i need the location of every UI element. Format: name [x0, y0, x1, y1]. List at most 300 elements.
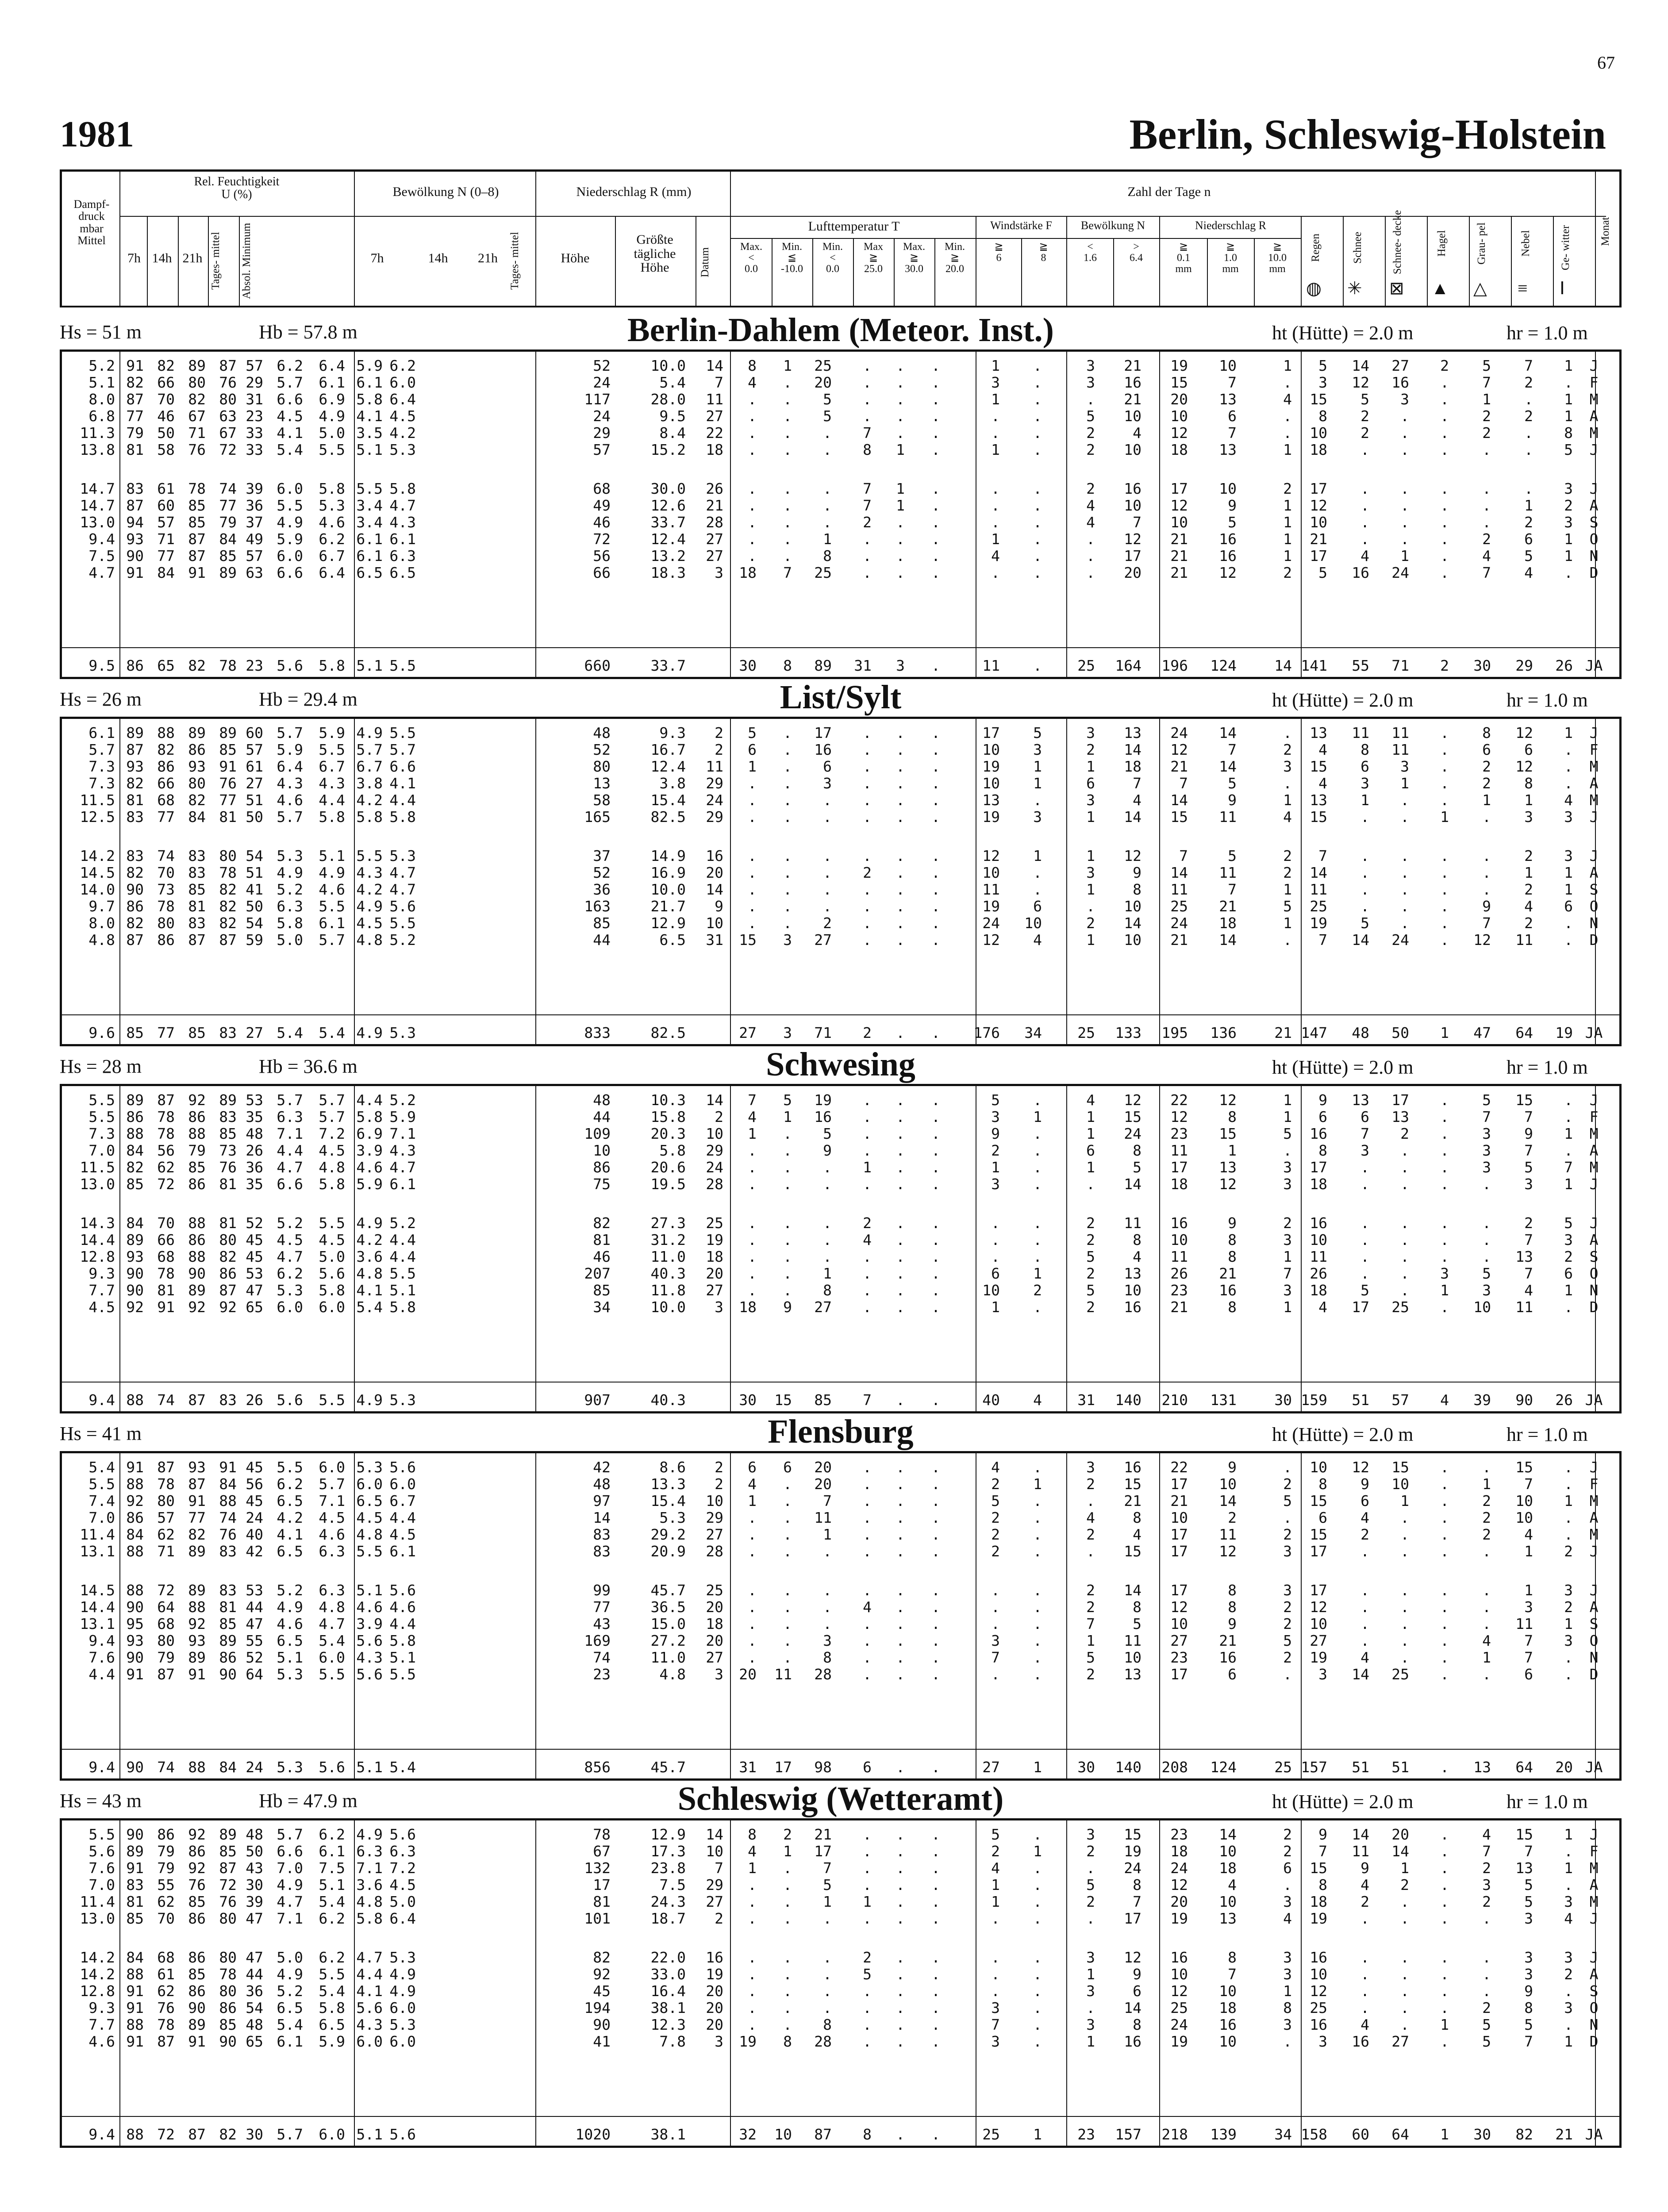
table-cell: 19	[1170, 2033, 1188, 2050]
table-cell: 4.6	[319, 514, 345, 531]
table-cell: 27	[1170, 1632, 1188, 1649]
table-row	[62, 1125, 1619, 1142]
table-cell: 12	[1170, 1108, 1188, 1125]
table-cell: 3	[715, 1298, 723, 1316]
table-cell: 7	[1482, 374, 1491, 391]
table-cell: 2	[1086, 441, 1095, 458]
table-cell: 17	[1124, 547, 1141, 565]
table-cell: 9	[1228, 1459, 1237, 1476]
table-cell: .	[1400, 424, 1409, 442]
table-cell: 36	[246, 1982, 263, 2000]
table-cell: 6.0	[277, 480, 303, 497]
table-cell: 25	[1077, 1024, 1095, 1041]
table-cell: 5	[1283, 1492, 1292, 1509]
table-cell: 88	[188, 1125, 206, 1142]
table-cell: 7	[715, 1859, 723, 1877]
table-cell: .	[863, 1282, 872, 1299]
table-cell: 109	[584, 1125, 611, 1142]
table-cell: .	[1361, 881, 1369, 898]
table-cell: 15.0	[650, 1615, 686, 1632]
table-cell: 7	[1318, 931, 1327, 949]
table-cell: 15	[1124, 1826, 1141, 1843]
table-cell: 7	[863, 424, 872, 442]
station-hs: Hs = 43 m	[60, 1790, 142, 1812]
table-cell: 13	[1124, 724, 1141, 741]
table-cell: 10	[706, 914, 723, 932]
table-cell: O	[1589, 898, 1599, 915]
table-cell: .	[1033, 1459, 1042, 1476]
table-cell: 16	[1219, 530, 1237, 548]
table-cell: .	[783, 1859, 792, 1877]
table-cell: 72	[593, 530, 611, 548]
table-cell: 157	[1301, 1759, 1327, 1776]
table-cell: 5.5	[356, 480, 383, 497]
table-cell: 80	[219, 391, 237, 408]
table-cell: 89	[219, 564, 237, 581]
table-cell: .	[931, 1459, 940, 1476]
table-cell: 1	[1033, 1843, 1042, 1860]
table-cell: 8	[863, 2126, 872, 2143]
table-cell: .	[1400, 808, 1409, 826]
table-cell: 9	[1318, 1091, 1327, 1109]
table-cell: 10.0	[650, 1298, 686, 1316]
table-cell: 87	[157, 1666, 175, 1683]
table-cell: 87	[126, 497, 144, 514]
table-row	[62, 1649, 1619, 1666]
table-cell: .	[1033, 657, 1042, 674]
table-cell: .	[1440, 1966, 1449, 1983]
table-cell: 9.3	[88, 1265, 115, 1282]
table-cell: 1	[823, 1526, 832, 1543]
table-cell: .	[1564, 1108, 1573, 1125]
table-cell: 5.7	[389, 741, 416, 758]
table-cell: 85	[219, 547, 237, 565]
station-hr: hr = 1.0 m	[1507, 1424, 1588, 1445]
table-cell: 16.9	[650, 864, 686, 881]
table-cell: 45	[246, 1459, 263, 1476]
table-cell: .	[863, 1091, 872, 1109]
table-cell: .	[1440, 1910, 1449, 1927]
table-cell: .	[1440, 374, 1449, 391]
table-cell: 29	[706, 1142, 723, 1159]
table-cell: 17	[1170, 1475, 1188, 1493]
table-cell: 84	[126, 1214, 144, 1232]
table-cell: .	[1033, 391, 1042, 408]
table-cell: 16	[1219, 2016, 1237, 2033]
table-cell: 7	[1179, 775, 1188, 792]
table-cell: 5	[823, 1876, 832, 1893]
table-cell: 6.3	[389, 1843, 416, 1860]
table-cell: 19	[1170, 357, 1188, 374]
table-cell: .	[1033, 2033, 1042, 2050]
table-cell: .	[783, 424, 792, 442]
table-cell: .	[931, 808, 940, 826]
table-cell: 24	[246, 1509, 263, 1526]
table-cell: 48	[246, 2016, 263, 2033]
table-cell: 14.2	[80, 847, 115, 864]
table-cell: 83	[593, 1543, 611, 1560]
table-row	[62, 424, 1619, 441]
table-cell: .	[896, 547, 905, 565]
table-cell: 71	[157, 530, 175, 548]
table-cell: 91	[126, 564, 144, 581]
table-cell: 1	[1283, 1108, 1292, 1125]
table-cell: 28	[706, 1543, 723, 1560]
table-cell: 3	[1033, 808, 1042, 826]
table-cell: 5	[1482, 357, 1491, 374]
table-cell: 2	[1524, 407, 1533, 425]
table-cell: 7.1	[277, 1910, 303, 1927]
table-cell: .	[783, 1999, 792, 2016]
table-cell: 16	[1219, 1649, 1237, 1666]
table-cell: 6.0	[319, 1649, 345, 1666]
table-cell: 28	[706, 1175, 723, 1193]
table-cell: .	[991, 497, 1000, 514]
table-cell: .	[823, 864, 832, 881]
table-cell: 16	[1124, 1459, 1141, 1476]
table-row	[62, 1509, 1619, 1526]
table-cell: .	[931, 1543, 940, 1560]
table-cell: 57	[246, 547, 263, 565]
table-cell: .	[1361, 497, 1369, 514]
table-cell: .	[896, 1632, 905, 1649]
table-cell: 21	[1219, 1632, 1237, 1649]
table-cell: 13	[1124, 1666, 1141, 1683]
table-cell: 140	[1115, 1759, 1141, 1776]
table-cell: 12	[1310, 1598, 1327, 1616]
table-cell: 10	[1473, 1298, 1491, 1316]
table-cell: 1	[1086, 808, 1095, 826]
table-cell: .	[931, 847, 940, 864]
table-cell: .	[1482, 1615, 1491, 1632]
table-cell: .	[1033, 1248, 1042, 1265]
table-cell: 14	[1274, 657, 1292, 674]
table-cell: 5.4	[659, 374, 686, 391]
table-cell: .	[783, 1125, 792, 1142]
table-cell: 79	[219, 514, 237, 531]
hail-symbol-icon: ▲	[1431, 278, 1449, 298]
table-cell: .	[783, 1248, 792, 1265]
table-cell: 3	[1524, 1966, 1533, 1983]
table-cell: 218	[1161, 2126, 1188, 2143]
table-cell: .	[1400, 1231, 1409, 1248]
table-cell: 2	[1283, 1475, 1292, 1493]
table-cell: 5.5	[319, 1391, 345, 1409]
table-cell: 86	[188, 741, 206, 758]
table-cell: 12	[1170, 741, 1188, 758]
table-cell: 85	[188, 514, 206, 531]
table-cell: .	[1440, 1649, 1449, 1666]
table-cell: 2	[1086, 1265, 1095, 1282]
table-cell: .	[1361, 847, 1369, 864]
table-cell: 92	[188, 1298, 206, 1316]
table-cell: 1	[1440, 1024, 1449, 1041]
table-cell: 7.5	[659, 1876, 686, 1893]
header-n-tagesmittel: Tages- mittel	[509, 232, 521, 290]
table-cell: 24	[246, 1759, 263, 1776]
table-cell: 4.6	[356, 1598, 383, 1616]
header-bewoelkung: Bewölkung N (0–8)	[392, 184, 499, 199]
table-cell: 3	[1283, 1231, 1292, 1248]
table-cell: .	[991, 1248, 1000, 1265]
table-cell: 31	[854, 657, 872, 674]
table-cell: 55	[246, 1632, 263, 1649]
table-cell: .	[783, 864, 792, 881]
table-cell: 14	[706, 881, 723, 898]
table-cell: .	[896, 1248, 905, 1265]
table-cell: 15.2	[650, 441, 686, 458]
table-cell: 5	[1228, 847, 1237, 864]
table-row	[62, 1598, 1619, 1615]
table-cell: .	[991, 1666, 1000, 1683]
table-cell: 2	[1482, 1526, 1491, 1543]
table-cell: .	[1400, 1982, 1409, 2000]
table-cell: 5.1	[356, 657, 383, 674]
table-cell: .	[991, 407, 1000, 425]
table-cell: .	[1440, 1475, 1449, 1493]
table-cell: .	[896, 914, 905, 932]
table-cell: .	[1033, 1982, 1042, 2000]
table-cell: 81	[219, 1598, 237, 1616]
table-cell: .	[896, 758, 905, 775]
table-cell: .	[1440, 530, 1449, 548]
table-cell: .	[823, 898, 832, 915]
table-cell: 2	[715, 1910, 723, 1927]
table-cell: 4.5	[319, 1509, 345, 1526]
table-cell: 90	[126, 547, 144, 565]
table-cell: 12.6	[650, 497, 686, 514]
table-cell: .	[783, 1282, 792, 1299]
table-cell: JA	[1585, 657, 1603, 674]
table-cell: .	[1440, 1598, 1449, 1616]
table-cell: .	[931, 2126, 940, 2143]
table-cell: 83	[219, 1543, 237, 1560]
table-cell: 2	[1361, 1526, 1369, 1543]
table-cell: 8	[1228, 1598, 1237, 1616]
table-cell: 1	[748, 758, 757, 775]
table-cell: 10	[1310, 1615, 1327, 1632]
table-cell: 1	[783, 1843, 792, 1860]
table-cell: 21	[1124, 1492, 1141, 1509]
table-cell: 4	[1283, 1910, 1292, 1927]
table-cell: 10.0	[650, 881, 686, 898]
station-name: Schleswig (Wetteramt)	[677, 1780, 1004, 1817]
table-cell: 15	[1515, 1091, 1533, 1109]
table-cell: 93	[188, 758, 206, 775]
table-cell: 4	[748, 1843, 757, 1860]
table-row	[62, 480, 1619, 497]
table-cell: 83	[126, 847, 144, 864]
station-block	[60, 1780, 1622, 2150]
table-cell: 18	[1310, 1175, 1327, 1193]
table-cell: .	[783, 1509, 792, 1526]
table-cell: .	[1440, 1459, 1449, 1476]
table-cell: 159	[1301, 1391, 1327, 1409]
table-row	[62, 1949, 1619, 1966]
table-cell: 2	[863, 1949, 872, 1966]
table-cell: 57	[157, 1509, 175, 1526]
table-cell: .	[1400, 1632, 1409, 1649]
table-cell: 3	[1086, 1949, 1095, 1966]
table-cell: A	[1589, 497, 1599, 514]
table-cell: 27	[1310, 1632, 1327, 1649]
table-cell: 6.0	[356, 2033, 383, 2050]
table-cell: .	[896, 1475, 905, 1493]
table-cell: 11.3	[80, 424, 115, 442]
table-cell: 80	[219, 847, 237, 864]
table-cell: 9	[783, 1298, 792, 1316]
table-cell: 12	[1124, 847, 1141, 864]
table-cell: 5.6	[277, 1391, 303, 1409]
table-cell: .	[748, 847, 757, 864]
station-name: List/Sylt	[780, 679, 902, 716]
table-cell: .	[1482, 1949, 1491, 1966]
table-cell: 12	[1170, 1598, 1188, 1616]
table-cell: 87	[126, 391, 144, 408]
table-cell: 5.1	[356, 1582, 383, 1599]
table-cell: .	[1283, 1459, 1292, 1476]
table-cell: 12	[1219, 564, 1237, 581]
table-cell: .	[863, 724, 872, 741]
table-cell: 81	[219, 1175, 237, 1193]
table-cell: 5.4	[319, 1893, 345, 1910]
table-cell: .	[1440, 1999, 1449, 2016]
table-cell: 91	[188, 2033, 206, 2050]
table-cell: 4	[1318, 775, 1327, 792]
table-cell: 14	[1219, 724, 1237, 741]
table-cell: 1	[1086, 847, 1095, 864]
table-cell: .	[896, 1966, 905, 1983]
table-cell: JA	[1585, 1759, 1603, 1776]
table-cell: 21	[1170, 931, 1188, 949]
table-cell: 4.4	[319, 791, 345, 809]
table-cell: 6	[1283, 1859, 1292, 1877]
table-cell: .	[931, 724, 940, 741]
table-cell: 7	[863, 497, 872, 514]
table-total-row	[62, 1391, 1619, 1408]
table-cell: A	[1589, 864, 1599, 881]
table-cell: 3	[1564, 480, 1573, 497]
table-cell: .	[748, 1615, 757, 1632]
table-cell: 17	[1310, 547, 1327, 565]
table-cell: 66	[157, 1231, 175, 1248]
table-cell: 92	[593, 1966, 611, 1983]
table-cell: 61	[157, 1966, 175, 1983]
table-cell: 6	[1033, 898, 1042, 915]
table-cell: 5	[1086, 1248, 1095, 1265]
table-cell: 4.6	[277, 791, 303, 809]
table-cell: 5.5	[319, 1214, 345, 1232]
table-cell: 2	[1283, 741, 1292, 758]
table-cell: 86	[188, 1231, 206, 1248]
table-cell: 165	[584, 808, 611, 826]
table-cell: 5.4	[319, 1024, 345, 1041]
table-cell: 3	[1086, 724, 1095, 741]
table-cell: 20	[706, 1265, 723, 1282]
table-cell: 86	[126, 898, 144, 915]
table-cell: 139	[1210, 2126, 1237, 2143]
station-hs: Hs = 51 m	[60, 321, 142, 343]
table-cell: 4.9	[356, 1024, 383, 1041]
table-cell: 11	[1219, 864, 1237, 881]
table-cell: 54	[246, 847, 263, 864]
table-row	[62, 1582, 1619, 1598]
table-row	[62, 1108, 1619, 1125]
table-cell: 43	[246, 1859, 263, 1877]
table-cell: 3	[991, 2033, 1000, 2050]
table-cell: .	[931, 864, 940, 881]
header-bewoelkung-n: Bewölkung N	[1080, 219, 1145, 232]
table-cell: .	[863, 530, 872, 548]
table-cell: .	[748, 1175, 757, 1193]
table-cell: 7	[1524, 1475, 1533, 1493]
table-cell: 64	[1391, 2126, 1409, 2143]
header-bn-0: < 1.6	[1084, 241, 1097, 264]
table-cell: 50	[157, 424, 175, 442]
table-cell: 8	[748, 357, 757, 374]
table-cell: 5.5	[88, 1091, 115, 1109]
table-cell: .	[863, 1649, 872, 1666]
table-cell: .	[896, 1231, 905, 1248]
table-cell: 8	[1564, 424, 1573, 442]
table-cell: 5.4	[277, 441, 303, 458]
table-cell: 6.1	[356, 547, 383, 565]
table-cell: 16.7	[650, 741, 686, 758]
table-cell: 27.3	[650, 1214, 686, 1232]
table-cell: .	[1440, 1582, 1449, 1599]
table-row	[62, 898, 1619, 914]
table-cell: 6.3	[319, 1543, 345, 1560]
table-row	[62, 407, 1619, 424]
table-cell: 8	[1133, 1509, 1141, 1526]
table-cell: 12	[1473, 931, 1491, 949]
table-cell: J	[1589, 1910, 1599, 1927]
table-cell: S	[1589, 514, 1599, 531]
table-cell: 16	[1170, 1214, 1188, 1232]
table-cell: 5.3	[277, 1282, 303, 1299]
table-cell: 7	[1318, 1843, 1327, 1860]
table-cell: 7	[1228, 424, 1237, 442]
table-cell: .	[1033, 1910, 1042, 1927]
table-cell: 17	[1170, 1159, 1188, 1176]
table-cell: .	[896, 2126, 905, 2143]
table-cell: 17.3	[650, 1843, 686, 1860]
table-cell: 85	[188, 1159, 206, 1176]
table-cell: 33.0	[650, 1966, 686, 1983]
table-cell: .	[1400, 1893, 1409, 1910]
table-cell: 6	[823, 758, 832, 775]
table-cell: 3	[1564, 1999, 1573, 2016]
table-cell: 1	[1283, 1248, 1292, 1265]
table-cell: .	[1440, 1893, 1449, 1910]
graupel-symbol-icon: △	[1473, 278, 1487, 298]
table-cell: .	[1440, 497, 1449, 514]
table-cell: 88	[219, 1492, 237, 1509]
table-cell: .	[931, 1282, 940, 1299]
table-cell: 3	[1482, 1142, 1491, 1159]
table-row	[62, 724, 1619, 741]
table-cell: 210	[1161, 1391, 1188, 1409]
table-cell: 1	[1524, 791, 1533, 809]
table-cell: 25	[1170, 1999, 1188, 2016]
table-cell: 82	[593, 1949, 611, 1966]
table-cell: 13.3	[650, 1475, 686, 1493]
table-cell: .	[931, 657, 940, 674]
table-cell: .	[1033, 1859, 1042, 1877]
snowcover-symbol-icon: ⊠	[1389, 278, 1404, 298]
table-cell: 6	[1361, 1108, 1369, 1125]
table-cell: 5.5	[319, 898, 345, 915]
